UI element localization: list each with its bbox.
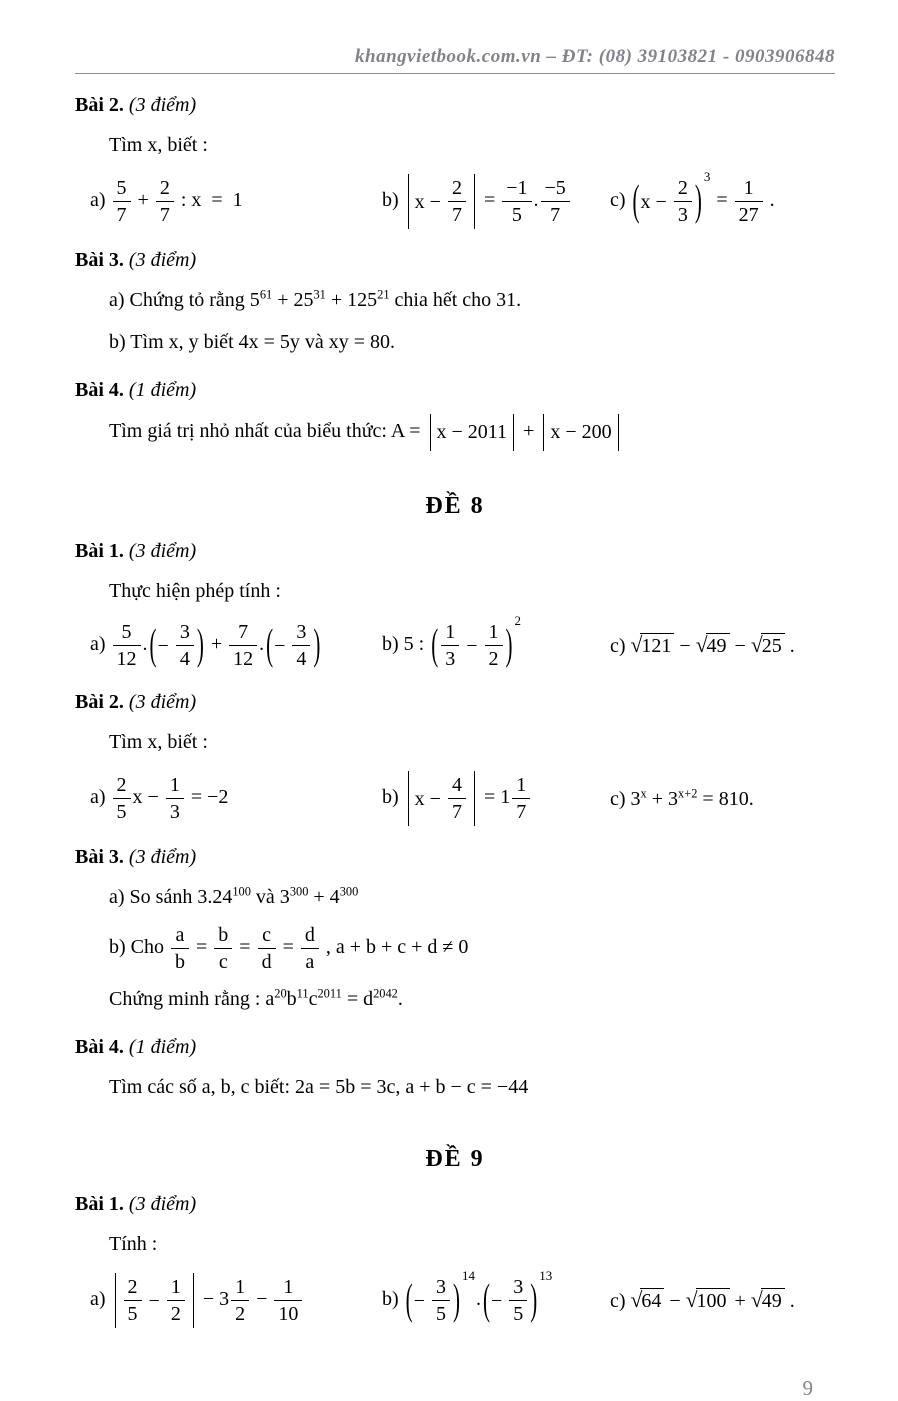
exercise-number: Bài 1. bbox=[75, 1193, 124, 1215]
math-fraction bbox=[301, 923, 319, 974]
exam-title: ĐỀ 8 bbox=[425, 493, 485, 519]
radicand: 25 bbox=[761, 633, 785, 658]
fraction-numerator: 1 bbox=[166, 773, 184, 799]
text-line bbox=[75, 1071, 835, 1104]
fraction-denominator: 5 bbox=[116, 801, 127, 823]
math-fraction bbox=[674, 176, 692, 227]
right-paren: ) bbox=[452, 1274, 460, 1324]
exercise-heading bbox=[75, 1190, 835, 1219]
formula-item bbox=[610, 169, 835, 227]
math-text: x − bbox=[132, 786, 164, 809]
math-text: a) bbox=[90, 189, 111, 212]
math-text: a) bbox=[90, 1288, 111, 1311]
fraction-denominator: 12 bbox=[116, 648, 137, 670]
fraction-denominator: 10 bbox=[278, 1303, 299, 1325]
fraction-numerator: 3 bbox=[176, 620, 194, 646]
math-exponent: 14 bbox=[461, 1268, 475, 1283]
exercise-heading bbox=[75, 537, 835, 566]
fraction-denominator: d bbox=[261, 951, 272, 973]
fraction-denominator: 3 bbox=[445, 648, 456, 670]
exercise-points: (3 điểm) bbox=[128, 691, 197, 713]
math-text: x − bbox=[640, 190, 672, 213]
math-fraction bbox=[541, 176, 570, 227]
exercise-heading bbox=[75, 1033, 835, 1062]
text-line bbox=[75, 326, 835, 359]
fraction-numerator: 1 bbox=[485, 620, 503, 646]
math-text: = bbox=[711, 189, 733, 212]
paren-content bbox=[439, 620, 504, 671]
formula-row bbox=[75, 771, 835, 826]
fraction-denominator: 4 bbox=[296, 648, 307, 670]
exercise-number: Bài 4. bbox=[75, 379, 124, 401]
math-text: x − 2011 bbox=[436, 421, 508, 443]
fraction-denominator: c bbox=[218, 951, 228, 973]
formula-item bbox=[382, 613, 610, 671]
math-text: − bbox=[157, 634, 174, 657]
math-absolute-value bbox=[543, 414, 618, 451]
radicand: 121 bbox=[640, 633, 674, 658]
math-exponent: 13 bbox=[539, 1268, 553, 1283]
paren-content bbox=[158, 620, 196, 671]
math-parentheses bbox=[405, 1268, 475, 1326]
right-paren: ) bbox=[694, 175, 702, 225]
page-header bbox=[75, 46, 835, 74]
math-text: = bbox=[277, 936, 299, 959]
math-text: a) bbox=[90, 633, 111, 656]
math-fraction bbox=[735, 176, 763, 227]
formula-item bbox=[610, 633, 835, 659]
fraction-numerator: 1 bbox=[512, 773, 530, 799]
exercise-points: (3 điểm) bbox=[128, 249, 197, 271]
fraction-numerator: a bbox=[171, 923, 189, 949]
left-paren: ( bbox=[266, 619, 274, 669]
fraction-numerator: 3 bbox=[432, 1275, 450, 1301]
left-paren: ( bbox=[632, 175, 640, 225]
radical-sign: √ bbox=[630, 632, 643, 657]
math-text: c) 3 bbox=[610, 787, 641, 810]
fraction-denominator: 7 bbox=[116, 204, 127, 226]
math-fraction bbox=[113, 620, 141, 671]
math-fraction bbox=[229, 620, 257, 671]
paren-content bbox=[491, 1275, 529, 1326]
left-paren: ( bbox=[405, 1274, 413, 1324]
math-text: b bbox=[286, 988, 297, 1010]
page-number: 9 bbox=[802, 1376, 813, 1400]
math-parentheses bbox=[632, 169, 711, 227]
math-text: b) 5 : bbox=[382, 633, 430, 656]
exercise-points: (3 điểm) bbox=[128, 846, 197, 868]
math-superscript: 31 bbox=[313, 287, 326, 302]
math-fraction bbox=[448, 176, 466, 227]
formula-item bbox=[610, 787, 835, 811]
math-text: + bbox=[518, 420, 540, 443]
math-text: − bbox=[461, 634, 483, 657]
math-fraction bbox=[166, 773, 184, 824]
radicand: 49 bbox=[706, 633, 730, 658]
math-superscript: x+2 bbox=[678, 785, 698, 800]
exercise-points: (3 điểm) bbox=[128, 1193, 197, 1215]
math-text: Tìm các số a, b, c biết: 2a = 5b = 3c, a + b − c = −44 bbox=[109, 1076, 529, 1098]
math-text: . bbox=[475, 1288, 481, 1311]
math-superscript: 2011 bbox=[317, 986, 342, 1001]
fraction-numerator: 7 bbox=[229, 620, 257, 646]
fraction-denominator: 3 bbox=[169, 801, 180, 823]
math-text: + bbox=[205, 633, 228, 656]
fraction-denominator: a bbox=[305, 951, 315, 973]
paren-content bbox=[274, 620, 312, 671]
math-fraction bbox=[124, 1275, 142, 1326]
formula-row bbox=[75, 169, 835, 229]
fraction-denominator: 7 bbox=[550, 204, 561, 226]
math-text: . bbox=[784, 1289, 795, 1312]
math-fraction bbox=[231, 1275, 249, 1326]
math-fraction bbox=[113, 773, 131, 824]
math-fraction bbox=[432, 1275, 450, 1326]
math-text: a) So sánh 3.24 bbox=[109, 886, 233, 908]
math-fraction bbox=[502, 176, 531, 227]
math-text: Tính : bbox=[109, 1233, 158, 1255]
math-absolute-value bbox=[430, 414, 515, 451]
header-website-phone: khangvietbook.com.vn – ĐT: (08) 39103821 - 0903906848 bbox=[355, 46, 835, 67]
fraction-numerator: −1 bbox=[502, 176, 531, 202]
exercise-points: (3 điểm) bbox=[128, 94, 197, 116]
fraction-numerator: 2 bbox=[113, 773, 131, 799]
fraction-denominator: 7 bbox=[516, 801, 527, 823]
right-paren: ) bbox=[505, 619, 513, 669]
math-fraction bbox=[171, 923, 189, 974]
radical-sign: √ bbox=[630, 1287, 643, 1312]
radicand: 49 bbox=[761, 1288, 785, 1313]
math-text: − bbox=[143, 1289, 165, 1312]
math-fraction bbox=[167, 1275, 185, 1326]
formula-item bbox=[90, 620, 382, 671]
fraction-denominator: 7 bbox=[159, 204, 170, 226]
math-square-root bbox=[630, 1287, 665, 1312]
math-text: a) Chứng tỏ rằng 5 bbox=[109, 289, 260, 311]
exercise-number: Bài 2. bbox=[75, 691, 124, 713]
fraction-numerator: 5 bbox=[113, 176, 131, 202]
formula-item bbox=[90, 1273, 382, 1328]
fraction-numerator: 4 bbox=[448, 773, 466, 799]
fraction-denominator: 2 bbox=[170, 1303, 181, 1325]
math-text: − bbox=[490, 1289, 508, 1312]
math-text: chia hết cho 31. bbox=[389, 289, 522, 311]
radicand: 64 bbox=[640, 1288, 664, 1313]
fraction-numerator: 5 bbox=[113, 620, 141, 646]
math-parentheses bbox=[149, 620, 205, 671]
math-superscript: 100 bbox=[232, 884, 251, 899]
math-text: + bbox=[132, 189, 154, 212]
exam-title: ĐỀ 9 bbox=[425, 1146, 485, 1172]
math-text: = bbox=[191, 936, 213, 959]
right-paren: ) bbox=[530, 1274, 538, 1324]
text-line bbox=[75, 414, 835, 451]
radical-sign: √ bbox=[685, 1287, 698, 1312]
math-text: Thực hiện phép tính : bbox=[109, 580, 281, 602]
exercise-number: Bài 2. bbox=[75, 94, 124, 116]
left-paren: ( bbox=[431, 619, 439, 669]
fraction-numerator: d bbox=[301, 923, 319, 949]
exercise-heading bbox=[75, 376, 835, 405]
math-text: c) bbox=[610, 634, 631, 657]
exercise-heading bbox=[75, 843, 835, 872]
fraction-numerator: 1 bbox=[441, 620, 459, 646]
math-fraction bbox=[214, 923, 232, 974]
math-text: − bbox=[274, 634, 291, 657]
math-text: . bbox=[784, 634, 795, 657]
math-text: − bbox=[729, 634, 751, 657]
left-paren: ( bbox=[482, 1274, 490, 1324]
radical-sign: √ bbox=[750, 632, 763, 657]
fraction-denominator: 3 bbox=[677, 204, 688, 226]
radicand: 100 bbox=[696, 1288, 730, 1313]
math-text: + 3 bbox=[646, 787, 679, 810]
math-text: x − bbox=[414, 787, 446, 810]
math-text: + bbox=[729, 1289, 751, 1312]
math-fraction bbox=[274, 1275, 302, 1326]
paren-content bbox=[414, 1275, 452, 1326]
math-text: c) bbox=[610, 1289, 631, 1312]
document-content bbox=[75, 91, 835, 1328]
math-text: . bbox=[533, 189, 539, 212]
exercise-number: Bài 3. bbox=[75, 249, 124, 271]
fraction-numerator: −5 bbox=[541, 176, 570, 202]
text-line bbox=[75, 284, 835, 317]
radical-sign: √ bbox=[695, 632, 708, 657]
math-text: b) bbox=[382, 189, 404, 212]
math-fraction bbox=[509, 1275, 527, 1326]
left-paren: ( bbox=[149, 619, 157, 669]
math-absolute-value bbox=[408, 771, 475, 826]
fraction-numerator: 1 bbox=[274, 1275, 302, 1301]
math-superscript: 300 bbox=[289, 884, 309, 899]
fraction-numerator: b bbox=[214, 923, 232, 949]
math-text: + 25 bbox=[272, 289, 314, 311]
formula-row bbox=[75, 613, 835, 671]
math-square-root bbox=[750, 632, 785, 657]
fraction-denominator: 7 bbox=[451, 801, 462, 823]
math-text: : x = 1 bbox=[175, 189, 243, 212]
text-line bbox=[75, 575, 835, 608]
math-parentheses bbox=[265, 620, 321, 671]
math-text: = 810. bbox=[697, 787, 754, 810]
fraction-numerator: 3 bbox=[292, 620, 310, 646]
math-square-root bbox=[685, 1287, 730, 1312]
math-superscript: x bbox=[640, 785, 647, 800]
math-text: . bbox=[142, 633, 148, 656]
text-line bbox=[75, 129, 835, 162]
paren-content bbox=[641, 176, 694, 227]
math-text: b) bbox=[382, 1288, 404, 1311]
fraction-denominator: 7 bbox=[451, 204, 462, 226]
exercise-points: (1 điểm) bbox=[128, 379, 197, 401]
header-divider bbox=[75, 73, 835, 74]
math-absolute-value bbox=[115, 1273, 194, 1328]
math-text: . bbox=[259, 633, 265, 656]
math-text: = bbox=[234, 936, 256, 959]
text-line bbox=[75, 983, 835, 1016]
math-square-root bbox=[695, 632, 730, 657]
fraction-numerator: 2 bbox=[448, 176, 466, 202]
math-text: Tìm x, biết : bbox=[109, 731, 208, 753]
math-text: − bbox=[674, 634, 696, 657]
math-exponent: 3 bbox=[703, 169, 711, 184]
exercise-number: Bài 1. bbox=[75, 540, 124, 562]
math-text: c) bbox=[610, 189, 631, 212]
exercise-heading bbox=[75, 91, 835, 120]
page-footer bbox=[75, 1376, 835, 1401]
math-superscript: 21 bbox=[377, 287, 390, 302]
math-fraction bbox=[258, 923, 276, 974]
math-text: Tìm x, biết : bbox=[109, 134, 208, 156]
fraction-numerator: 1 bbox=[167, 1275, 185, 1301]
math-text: = bbox=[478, 189, 501, 212]
math-square-root bbox=[750, 1287, 785, 1312]
math-superscript: 11 bbox=[296, 986, 309, 1001]
math-fraction bbox=[156, 176, 174, 227]
math-text: a) bbox=[90, 786, 111, 809]
math-text: , a + b + c + d ≠ 0 bbox=[320, 936, 469, 959]
formula-item bbox=[90, 176, 382, 227]
formula-item bbox=[382, 1268, 610, 1326]
fraction-denominator: 5 bbox=[435, 1303, 446, 1325]
fraction-numerator: 3 bbox=[509, 1275, 527, 1301]
math-text: + 4 bbox=[308, 886, 340, 908]
math-text: và 3 bbox=[250, 886, 290, 908]
math-fraction bbox=[512, 773, 530, 824]
math-text: − 3 bbox=[197, 1288, 230, 1311]
fraction-numerator: 1 bbox=[231, 1275, 249, 1301]
math-fraction bbox=[113, 176, 131, 227]
formula-item bbox=[382, 771, 610, 826]
math-superscript: 300 bbox=[339, 884, 359, 899]
fraction-numerator: 1 bbox=[735, 176, 763, 202]
math-text: b) Cho bbox=[109, 936, 169, 959]
math-text: = d bbox=[341, 988, 374, 1010]
fraction-numerator: 2 bbox=[156, 176, 174, 202]
right-paren: ) bbox=[313, 619, 321, 669]
math-exponent: 2 bbox=[514, 613, 521, 628]
formula-item bbox=[90, 773, 382, 824]
math-fraction bbox=[448, 773, 466, 824]
fraction-denominator: 2 bbox=[488, 648, 499, 670]
math-text: b) Tìm x, y biết 4x = 5y và xy = 80. bbox=[109, 331, 396, 353]
math-fraction bbox=[292, 620, 310, 671]
math-text: x − 200 bbox=[550, 421, 612, 443]
math-text: . bbox=[397, 988, 403, 1010]
fraction-numerator: c bbox=[258, 923, 276, 949]
fraction-denominator: 5 bbox=[513, 1303, 524, 1325]
fraction-numerator: 2 bbox=[124, 1275, 142, 1301]
fraction-denominator: 5 bbox=[127, 1303, 138, 1325]
fraction-denominator: 5 bbox=[511, 204, 522, 226]
radical-sign: √ bbox=[750, 1287, 763, 1312]
math-fraction bbox=[441, 620, 459, 671]
math-fraction bbox=[485, 620, 503, 671]
fraction-numerator: 2 bbox=[674, 176, 692, 202]
math-superscript: 2042 bbox=[373, 986, 398, 1001]
fraction-denominator: b bbox=[175, 951, 185, 973]
formula-row bbox=[75, 1268, 835, 1328]
math-parentheses bbox=[482, 1268, 553, 1326]
math-text: − bbox=[251, 1288, 273, 1311]
exercise-number: Bài 3. bbox=[75, 846, 124, 868]
exercise-number: Bài 4. bbox=[75, 1036, 124, 1058]
math-text: = 1 bbox=[478, 786, 511, 809]
math-text: Tìm giá trị nhỏ nhất của biểu thức: A = bbox=[109, 420, 426, 443]
math-parentheses bbox=[430, 613, 521, 671]
fraction-denominator: 27 bbox=[738, 204, 759, 226]
math-fraction bbox=[176, 620, 194, 671]
math-text: x − bbox=[414, 190, 446, 213]
exercise-points: (3 điểm) bbox=[128, 540, 197, 562]
fraction-denominator: 12 bbox=[233, 648, 254, 670]
math-text: Chứng minh rằng : a bbox=[109, 988, 275, 1010]
exercise-heading bbox=[75, 246, 835, 275]
fraction-denominator: 4 bbox=[179, 648, 190, 670]
exercise-points: (1 điểm) bbox=[128, 1036, 197, 1058]
math-text: = −2 bbox=[185, 786, 229, 809]
math-superscript: 20 bbox=[274, 986, 287, 1001]
math-text: − bbox=[664, 1289, 686, 1312]
exercise-heading bbox=[75, 688, 835, 717]
formula-item bbox=[382, 174, 610, 229]
text-line bbox=[75, 726, 835, 759]
math-text: + 125 bbox=[325, 289, 378, 311]
math-text: . bbox=[764, 189, 775, 212]
math-square-root bbox=[630, 632, 675, 657]
math-absolute-value bbox=[408, 174, 475, 229]
math-text: − bbox=[413, 1289, 430, 1312]
math-text: b) bbox=[382, 786, 404, 809]
text-line bbox=[75, 1228, 835, 1261]
text-line bbox=[75, 923, 835, 974]
math-text: c bbox=[308, 988, 318, 1010]
math-superscript: 61 bbox=[259, 287, 273, 302]
right-paren: ) bbox=[196, 619, 204, 669]
text-line bbox=[75, 881, 835, 914]
formula-item bbox=[610, 1288, 835, 1314]
fraction-denominator: 2 bbox=[235, 1303, 246, 1325]
